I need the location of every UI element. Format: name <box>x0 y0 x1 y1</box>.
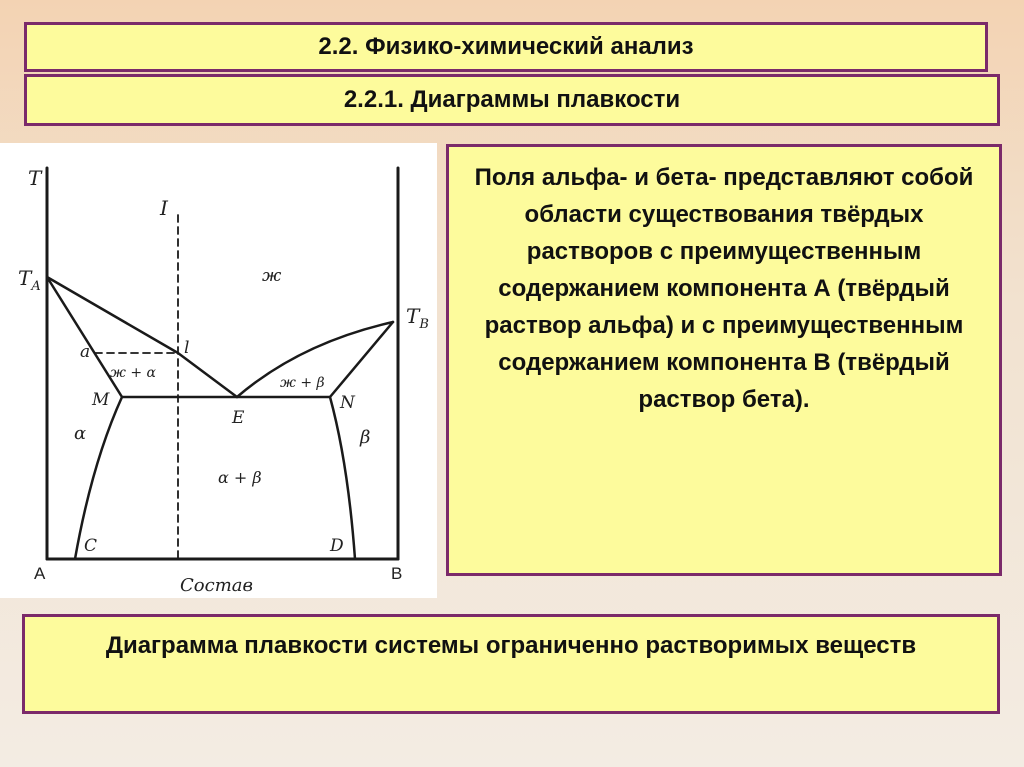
label-point-l: l <box>184 338 190 358</box>
diagram-caption: Диаграмма плавкости системы ограниченно растворимых веществ <box>22 614 1000 714</box>
description-text: Поля альфа- и бета- представляют собой области существования твёрдых растворов с преимущественным содержанием компонента А (твёрдый раствор альфа) и с преимущественным содержанием компонента В (твёрдый раствор бета). <box>446 144 1002 576</box>
label-tb-main: T <box>406 304 420 328</box>
label-ta-main: T <box>18 266 32 290</box>
label-ta <box>18 266 41 294</box>
melting-diagram <box>0 143 437 598</box>
label-x-axis: Состав <box>180 575 253 596</box>
label-component-a: A <box>34 564 46 583</box>
section-title: 2.2. Физико-химический анализ <box>24 22 988 72</box>
axis-label-t: T <box>28 166 42 190</box>
label-point-c: C <box>84 536 98 556</box>
label-point-e: E <box>232 408 245 428</box>
label-point-n: N <box>340 393 355 413</box>
label-point-m: M <box>92 390 110 410</box>
label-ta-sub: A <box>31 279 41 294</box>
label-component-b: B <box>391 564 403 583</box>
label-alpha-beta: α + β <box>218 468 262 487</box>
solidus-right <box>330 322 393 397</box>
label-tb <box>406 304 429 332</box>
solvus-right <box>330 397 355 559</box>
label-alpha: α <box>74 423 87 444</box>
label-beta: β <box>360 427 371 448</box>
label-point-d: D <box>330 536 344 556</box>
phase-diagram-svg <box>0 143 437 598</box>
subsection-title: 2.2.1. Диаграммы плавкости <box>24 74 1000 126</box>
label-tb-sub: B <box>419 317 429 332</box>
label-point-a: a <box>80 342 91 362</box>
label-line-i: I <box>160 196 168 220</box>
label-liquid: ж <box>262 266 282 286</box>
label-liquid-alpha: ж + α <box>110 365 156 381</box>
label-liquid-beta: ж + β <box>280 375 325 391</box>
solvus-left <box>75 397 122 559</box>
